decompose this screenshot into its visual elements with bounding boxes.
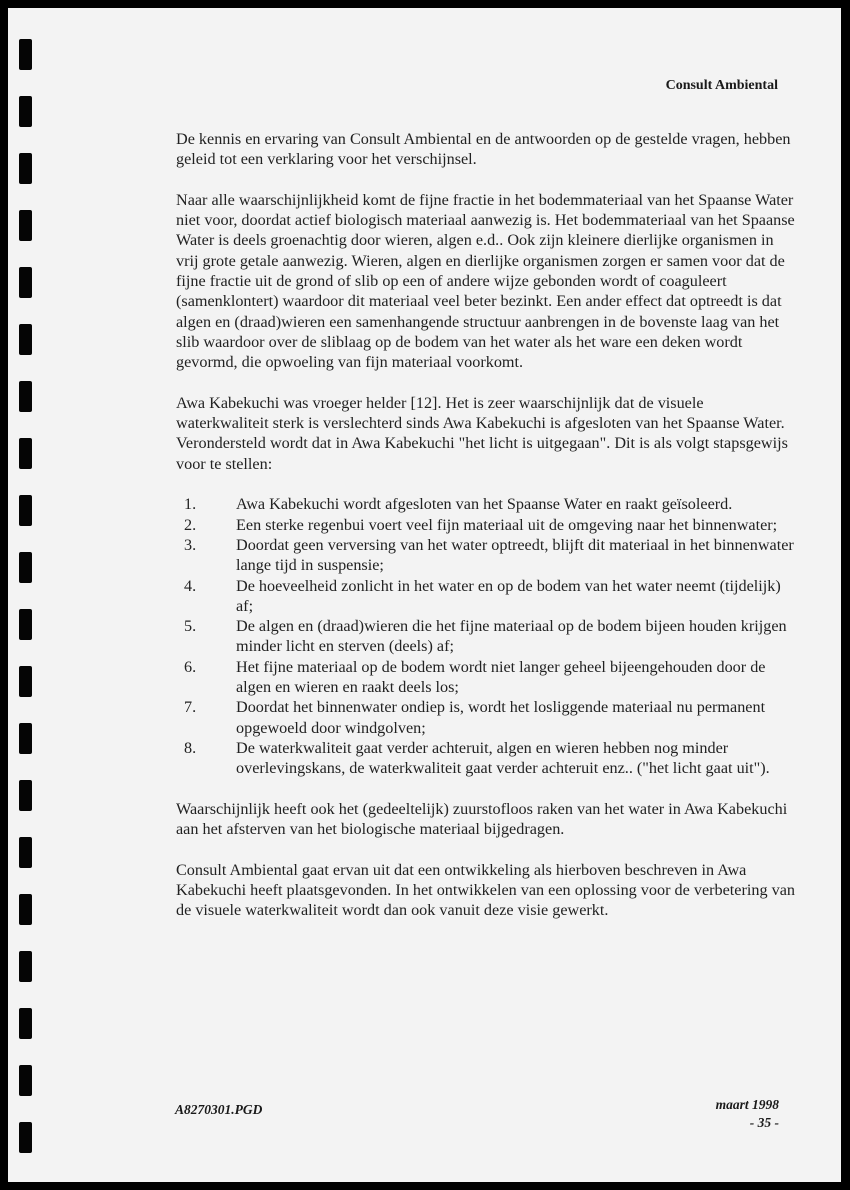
list-text: Doordat geen verversing van het water optreedt, blijft dit materiaal in het binnenwater lange tijd in suspensie; <box>236 535 794 575</box>
list-text: Doordat het binnenwater ondiep is, wordt het losliggende materiaal nu permanent opgewoeld door windgolven; <box>236 698 766 737</box>
steps-list <box>176 494 796 778</box>
list-number: 7. <box>184 698 197 717</box>
punch-hole <box>19 1065 32 1096</box>
list-number: 2. <box>184 515 197 534</box>
list-item <box>176 515 796 535</box>
paragraph-intro: De kennis en ervaring van Consult Ambiental en de antwoorden op de gestelde vragen, hebben geleid tot een verklaring voor het verschijnsel. <box>176 130 791 169</box>
footer-date: maart 1998 <box>715 1097 779 1112</box>
list-text: Awa Kabekuchi wordt afgesloten van het Spaanse Water en raakt geïsoleerd. <box>236 495 733 514</box>
list-item <box>176 657 796 698</box>
punch-hole <box>19 894 32 925</box>
list-number: 5. <box>184 617 197 636</box>
list-item <box>176 494 796 514</box>
list-text: Het fijne materiaal op de bodem wordt niet langer geheel bijeengehouden door de algen en wieren en raakt deels los; <box>236 657 766 697</box>
list-item <box>176 616 796 657</box>
punch-hole <box>19 39 32 70</box>
list-number: 6. <box>184 657 197 676</box>
list-number: 4. <box>184 576 197 595</box>
punch-hole <box>19 381 32 412</box>
punch-hole <box>19 153 32 184</box>
punch-hole <box>19 324 32 355</box>
page-number: - 35 - <box>749 1115 779 1130</box>
punch-hole <box>19 951 32 982</box>
paragraph-conclusion: Consult Ambiental gaat ervan uit dat een ontwikkeling als hierboven beschreven in Awa Kabekuchi heeft plaatsgevonden. In het ontwikkelen van een oplossing voor de verbetering van de visuele waterkwaliteit wordt dan ook vanuit deze visie gewerkt. <box>176 860 795 920</box>
list-item <box>176 576 796 617</box>
punch-hole <box>19 723 32 754</box>
punch-hole <box>19 267 32 298</box>
footer-date-page <box>716 1096 779 1132</box>
paragraph-explanation: Naar alle waarschijnlijkheid komt de fijne fractie in het bodemmateriaal van het Spaanse Water niet voor, doordat actief biologisch materiaal aanwezig is. Het bodemmateriaal van het Spaanse Water is deels groenachtig door wieren, algen e.d.. Ook zijn kleinere dierlijke organismen in vrij grote getale aanwezig. Wieren, algen en dierlijke organismen zorgen er samen voor dat de fijne fractie uit de grond of slib op een of andere wijze gebonden wordt of coaguleert (samenklontert) waardoor dit materiaal veel beter bezinkt. Een ander effect dat optreedt is dat algen en (draad)wieren een samenhangende structuur aanbrengen in de bovenste laag van het slib waardoor over de sliblaag op de bodem van het water als het ware een deken wordt gevormd, die opwoeling van fijn materiaal voorkomt. <box>176 190 795 372</box>
paragraph-oxygen: Waarschijnlijk heeft ook het (gedeeltelijk) zuurstofloos raken van het water in Awa Kabekuchi aan het afsterven van het biologische materiaal bijgedragen. <box>176 799 788 839</box>
punch-hole <box>19 552 32 583</box>
punch-hole <box>19 438 32 469</box>
header-company-name: Consult Ambiental <box>665 78 778 93</box>
document-page <box>8 8 841 1182</box>
punch-hole <box>19 210 32 241</box>
body-content <box>176 129 796 941</box>
footer-file-reference: A8270301.PGD <box>175 1102 263 1117</box>
punch-hole <box>19 609 32 640</box>
punch-hole <box>19 1008 32 1039</box>
list-number: 3. <box>184 535 197 554</box>
paragraph-awa-kabekuchi: Awa Kabekuchi was vroeger helder [12]. Het is zeer waarschijnlijk dat de visuele waterkwaliteit sterk is verslechterd sinds Awa Kabekuchi is afgesloten van het Spaanse Water. Verondersteld wordt dat in Awa Kabekuchi "het licht is uitgegaan". Dit is als volgt stapsgewijs voor te stellen: <box>176 393 788 473</box>
list-text: De algen en (draad)wieren die het fijne materiaal op de bodem bijeen houden krijgen minder licht en sterven (deels) af; <box>236 617 787 656</box>
punch-hole <box>19 780 32 811</box>
list-number: 1. <box>184 495 197 514</box>
list-item <box>176 535 796 576</box>
list-text: De hoeveelheid zonlicht in het water en op de bodem van het water neemt (tijdelijk) af; <box>236 576 781 615</box>
punch-hole <box>19 495 32 526</box>
binding-holes <box>8 8 48 1182</box>
list-text: Een sterke regenbui voert veel fijn materiaal uit de omgeving naar het binnenwater; <box>236 515 778 534</box>
punch-hole <box>19 837 32 868</box>
list-text: De waterkwaliteit gaat verder achteruit, algen en wieren hebben nog minder overlevingskans, de waterkwaliteit gaat verder achteruit enz.. ("het licht gaat uit"). <box>236 738 770 778</box>
punch-hole <box>19 666 32 697</box>
punch-hole <box>19 96 32 127</box>
list-item <box>176 697 796 738</box>
list-number: 8. <box>184 738 197 757</box>
list-item <box>176 738 796 779</box>
punch-hole <box>19 1122 32 1153</box>
